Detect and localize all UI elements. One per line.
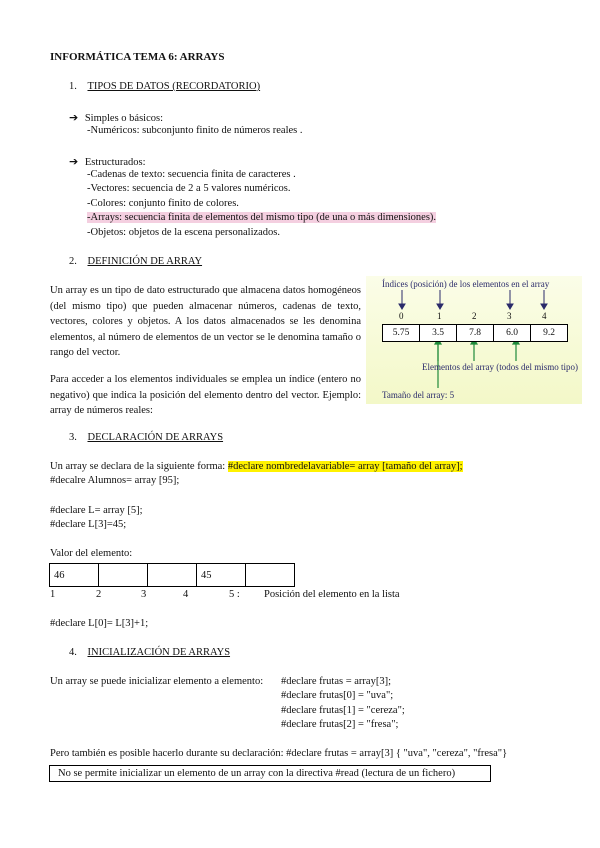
figure-value-cells: [382, 324, 568, 342]
list-item: -Cadenas de texto: secuencia finita de caracteres .: [87, 169, 296, 180]
figure-index: 4: [542, 311, 547, 321]
position-label: 3: [141, 589, 147, 600]
list-item-highlighted: -Arrays: secuencia finita de elementos del mismo tipo (de una o más dimensiones).: [87, 212, 437, 223]
list-item: -Objetos: objetos de la escena personalizados.: [87, 227, 281, 238]
section-title: INICIALIZACIÓN DE ARRAYS: [87, 647, 231, 658]
section-title: TIPOS DE DATOS (RECORDATORIO): [87, 81, 261, 92]
figure-index: 1: [437, 311, 442, 321]
list-item: -Vectores: secuencia de 2 a 5 valores numéricos.: [87, 183, 291, 194]
table-cell: 45: [197, 564, 246, 587]
code-line: #declare L= array [5];: [50, 505, 143, 516]
value-label: Valor del elemento:: [50, 548, 133, 559]
figure-index: 2: [472, 311, 477, 321]
bullet-label: Simples o básicos:: [84, 113, 164, 124]
definition-paragraph: Un array es un tipo de dato estructurado que almacena datos homogéneos (del mismo tipo) que pueden almacenar números, cadenas de texto, vectores, colores y objetos. A los datos almacenados se les denomina elementos, al número de elementos de un vector se le denomina tamaño o rango del vector.: [50, 285, 361, 358]
declaration-syntax-line: [50, 461, 463, 472]
position-label: 1: [50, 589, 56, 600]
bullet-structured: [69, 155, 146, 168]
init-inline-line: Pero también es posible hacerlo durante su declaración: #declare frutas = array[3] { "uva", "cereza", "fresa"}: [50, 748, 508, 759]
table-row: [50, 564, 295, 587]
code-line: #declare frutas[0] = "uva";: [281, 690, 394, 701]
table-cell: [148, 564, 197, 587]
section-number: 4.: [69, 647, 77, 658]
section-title: DECLARACIÓN DE ARRAYS: [87, 432, 224, 443]
code-line: #declare frutas[2] = "fresa";: [281, 719, 399, 730]
section-number: 3.: [69, 432, 77, 443]
section-3-heading: [69, 432, 223, 443]
access-paragraph: Para acceder a los elementos individuales se emplea un índice (entero no negativo) que indica la posición del elemento dentro del vector. Ejemplo: array de números reales:: [50, 374, 361, 416]
figure-value: 7.8: [457, 325, 494, 341]
figure-index: 3: [507, 311, 512, 321]
table-cell: [246, 564, 295, 587]
position-label: 5 :: [229, 589, 240, 600]
syntax-highlight: #declare nombredelavariable= array [tamaño del array];: [227, 461, 463, 472]
section-number: 2.: [69, 256, 77, 267]
figure-elements-label: Elementos del array (todos del mismo tipo): [422, 362, 578, 372]
arrow-right-icon: ➔: [69, 111, 79, 124]
positions-caption: Posición del elemento en la lista: [264, 589, 400, 600]
figure-value: 6.0: [494, 325, 531, 341]
section-title: DEFINICIÓN DE ARRAY: [87, 256, 203, 267]
figure-index-label: Índices (posición) de los elementos en el array: [382, 279, 550, 289]
init-intro: Un array se puede inicializar elemento a elemento:: [50, 676, 264, 687]
figure-value: 9.2: [543, 328, 555, 338]
array-figure: [366, 276, 582, 404]
figure-size-label: Tamaño del array: 5: [382, 390, 455, 400]
code-line: #declare frutas = array[3];: [281, 676, 391, 687]
figure-index: 0: [399, 311, 404, 321]
section-2-heading: [69, 256, 202, 267]
table-cell: [99, 564, 148, 587]
position-label: 4: [183, 589, 189, 600]
code-line: #declare L[0]= L[3]+1;: [50, 618, 149, 629]
code-line: #decalre Alumnos= array [95];: [50, 475, 180, 486]
section-number: 1.: [69, 81, 77, 92]
figure-value: 3.5: [420, 325, 457, 341]
element-table: [49, 563, 295, 587]
figure-value: 5.75: [383, 325, 420, 341]
syntax-intro: Un array se declara de la siguiente forma:: [50, 461, 228, 472]
arrow-right-icon: ➔: [69, 155, 79, 168]
code-line: #declare frutas[1] = "cereza";: [281, 705, 405, 716]
table-cell: 46: [50, 564, 99, 587]
bullet-simple: [69, 111, 163, 124]
list-item: -Numéricos: subconjunto finito de números reales .: [87, 125, 303, 136]
code-line: #declare L[3]=45;: [50, 519, 127, 530]
bullet-label: Estructurados:: [84, 157, 146, 168]
list-item: -Colores: conjunto finito de colores.: [87, 198, 239, 209]
section-4-heading: [69, 647, 230, 658]
page-title: INFORMÁTICA TEMA 6: ARRAYS: [50, 51, 225, 63]
restriction-note-box: No se permite inicializar un elemento de un array con la directiva #read (lectura de un fichero): [49, 765, 491, 782]
position-label: 2: [96, 589, 102, 600]
section-1-heading: [69, 81, 260, 92]
